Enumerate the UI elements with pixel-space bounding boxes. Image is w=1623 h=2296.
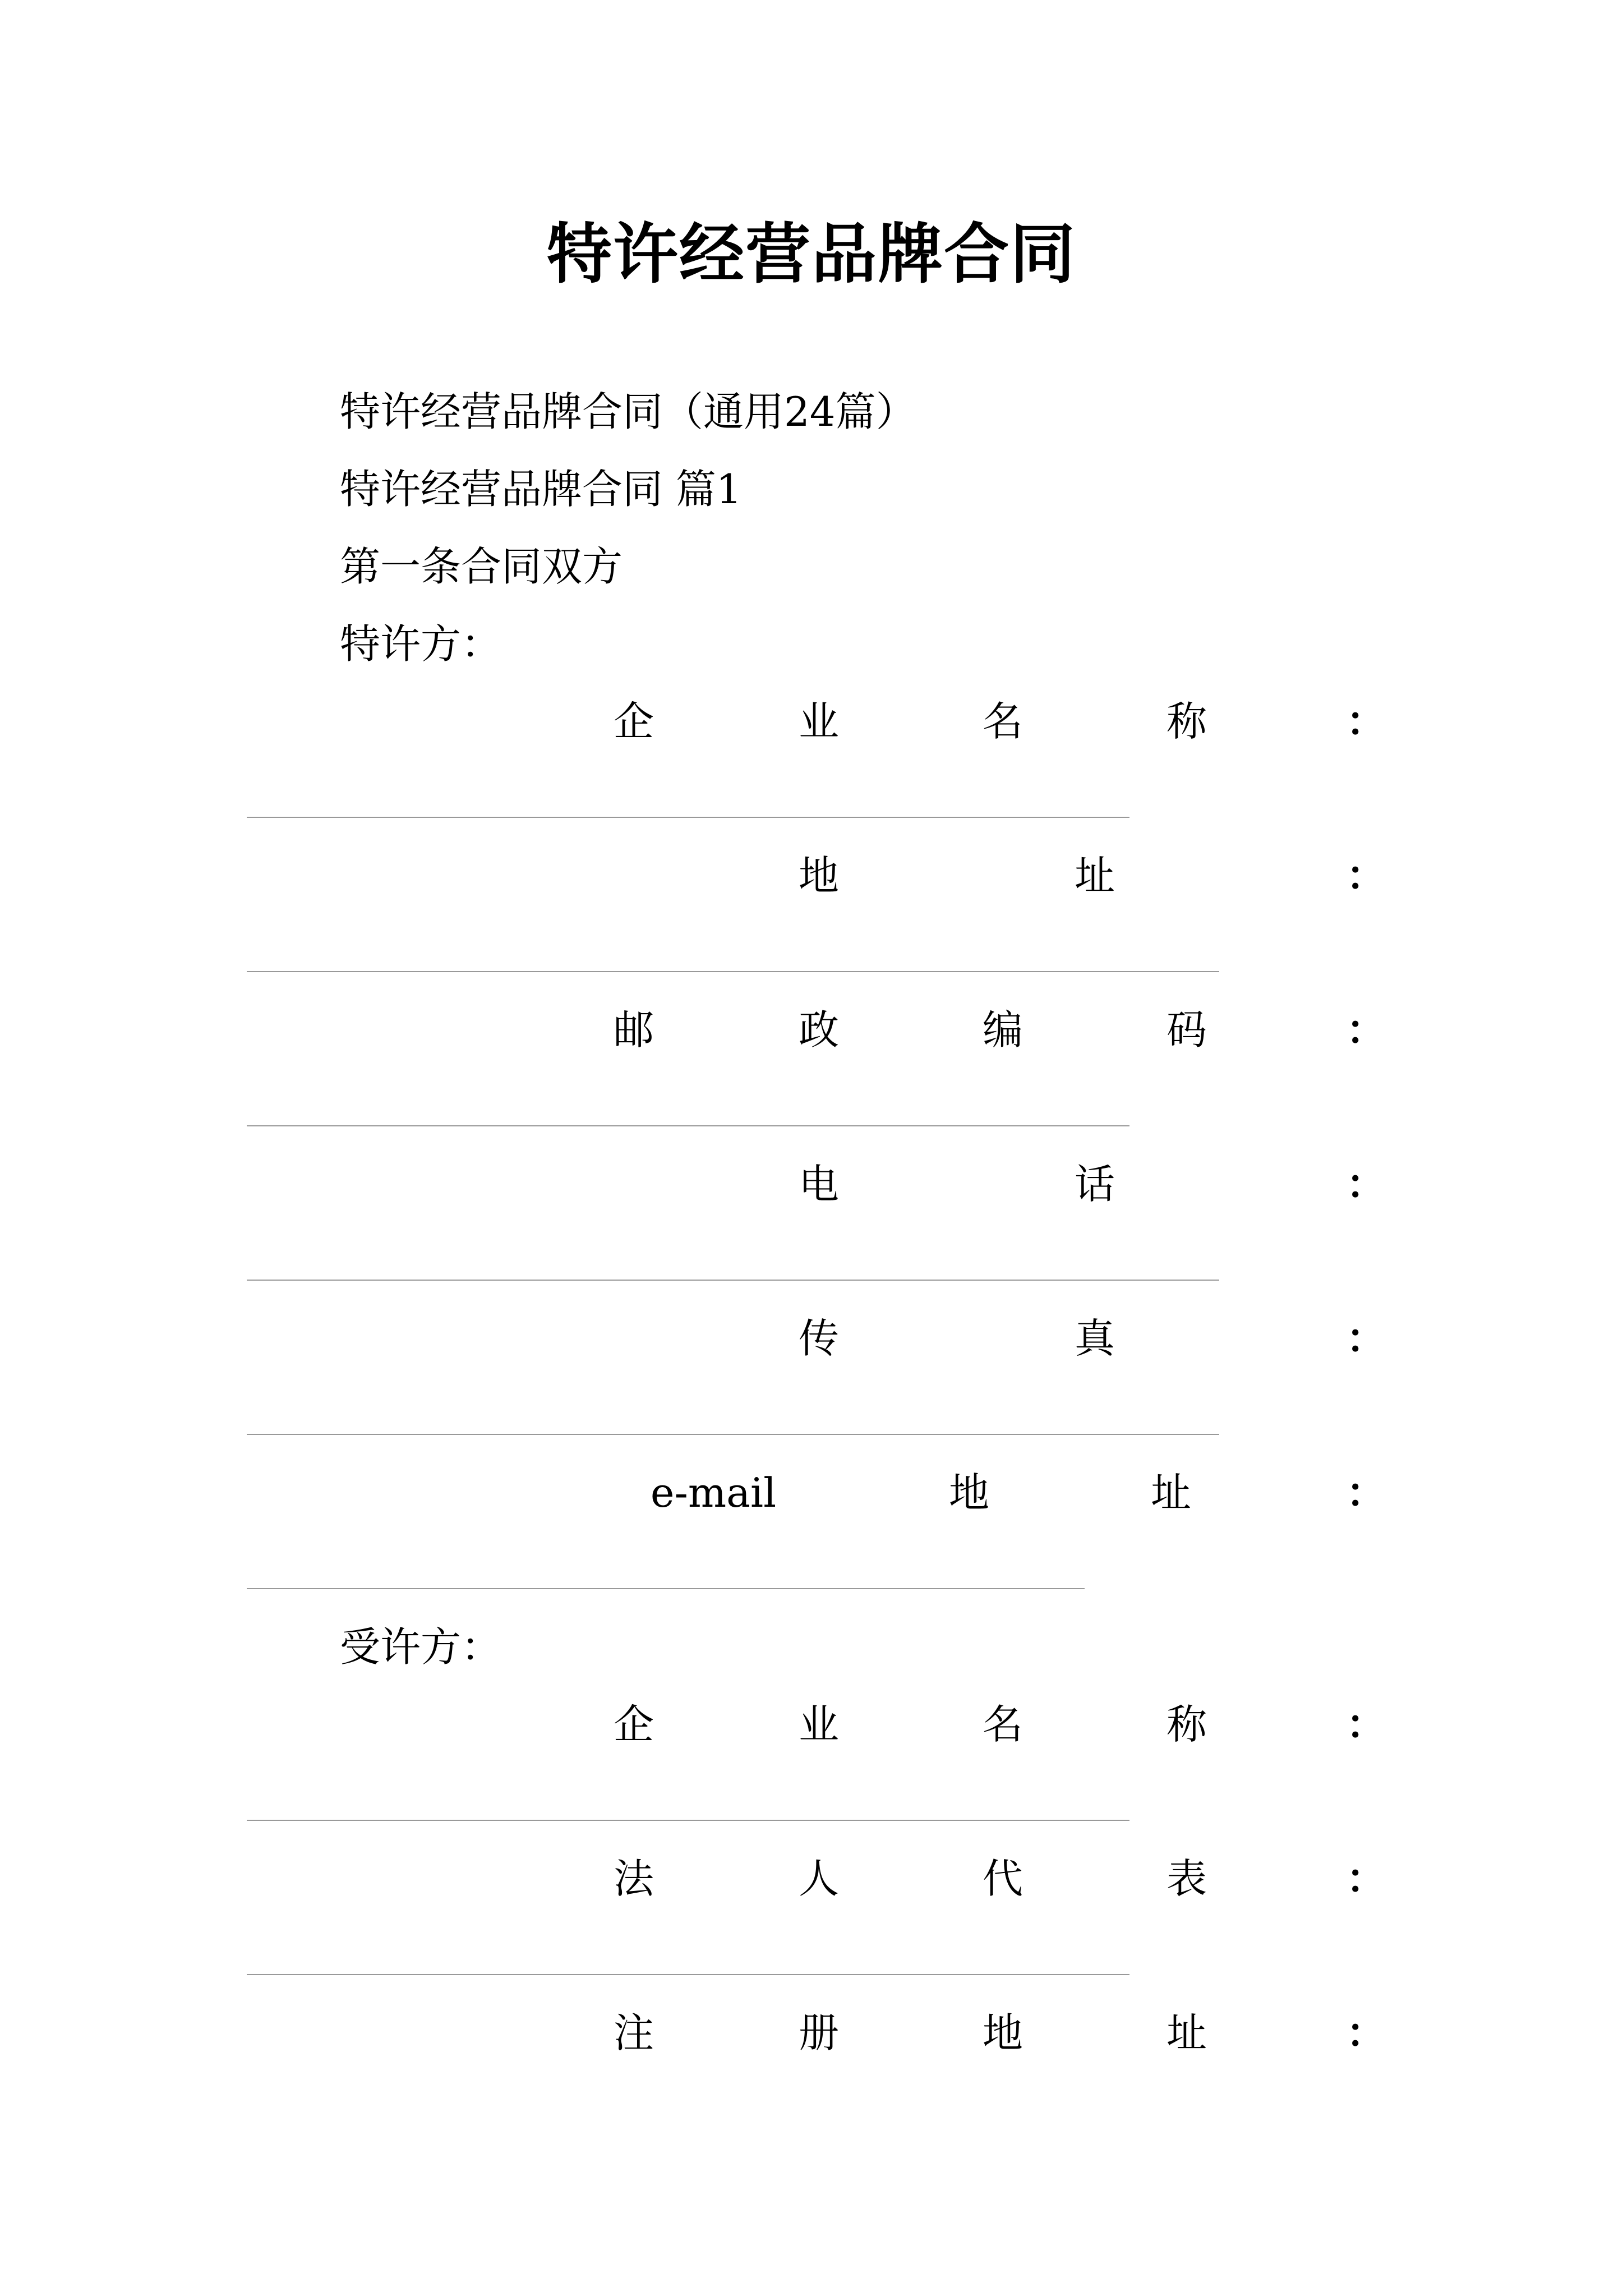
field-label-char: 业 [798, 698, 840, 745]
fill-in-line [247, 1125, 1129, 1126]
field-colon: ： [1346, 1314, 1387, 1362]
fill-in-line [247, 1434, 1219, 1435]
field-colon: ： [1346, 1855, 1387, 1902]
field-colon: ： [1346, 697, 1387, 745]
field-colon: ： [1346, 2009, 1387, 2056]
fill-in-line [247, 971, 1219, 972]
licensor-postal-code-row [0, 1006, 1623, 1060]
field-label-char: 名 [982, 1701, 1023, 1748]
field-label-char: 话 [1074, 1161, 1115, 1208]
field-label-char: 传 [798, 1315, 840, 1362]
field-label-char: 业 [798, 1701, 840, 1748]
licensor-phone-row [0, 1160, 1623, 1214]
field-colon: ： [1346, 1700, 1387, 1748]
licensor-address-row [0, 852, 1623, 906]
field-label-char: 地 [798, 852, 840, 899]
field-label-char: 编 [982, 1006, 1023, 1053]
field-label-char: 地 [982, 2009, 1023, 2056]
licensee-label: 受许方： [340, 1623, 502, 1671]
field-label-char: 地 [948, 1469, 990, 1516]
document-title: 特许经营品牌合同 [547, 216, 1076, 292]
section-heading: 第一条合同双方 [340, 543, 623, 590]
fill-in-line [247, 1588, 1085, 1589]
licensor-email-row [0, 1469, 1623, 1523]
licensor-company-name-row [0, 697, 1623, 752]
licensor-label: 特许方： [340, 620, 502, 668]
licensor-fax-row [0, 1314, 1623, 1369]
fill-in-line [247, 1280, 1219, 1281]
field-label-char: 人 [798, 1855, 840, 1902]
field-label-char: 电 [798, 1161, 840, 1208]
licensee-company-name-row [0, 1700, 1623, 1755]
field-label-char: 码 [1166, 1006, 1207, 1053]
field-label-word: e-mail [650, 1469, 777, 1516]
licensee-registered-address-row [0, 2009, 1623, 2063]
field-colon: ： [1346, 852, 1387, 899]
field-label-char: 址 [1074, 852, 1115, 899]
field-label-char: 称 [1166, 1701, 1207, 1748]
fill-in-line [247, 1974, 1129, 1975]
field-label-char: 政 [798, 1006, 840, 1053]
article-heading: 特许经营品牌合同 篇1 [340, 466, 742, 513]
document-subtitle: 特许经营品牌合同（通用24篇） [340, 388, 916, 435]
field-label-char: 注 [613, 2009, 654, 2056]
fill-in-line [247, 817, 1129, 818]
field-label-char: 册 [798, 2009, 840, 2056]
field-label-char: 邮 [613, 1006, 654, 1053]
field-label-char: 代 [982, 1855, 1023, 1902]
field-colon: ： [1346, 1006, 1387, 1053]
field-colon: ： [1346, 1160, 1387, 1208]
field-label-char: 址 [1166, 2009, 1207, 2056]
field-label-char: 称 [1166, 698, 1207, 745]
field-label-char: 址 [1150, 1469, 1192, 1516]
field-label-char: 企 [613, 1701, 654, 1748]
field-label-char: 真 [1074, 1315, 1115, 1362]
licensee-legal-rep-row [0, 1855, 1623, 1909]
field-label-char: 表 [1166, 1855, 1207, 1902]
fill-in-line [247, 1820, 1129, 1821]
field-colon: ： [1346, 1469, 1387, 1516]
field-label-char: 法 [613, 1855, 654, 1902]
field-label-char: 企 [613, 698, 654, 745]
field-label-char: 名 [982, 698, 1023, 745]
